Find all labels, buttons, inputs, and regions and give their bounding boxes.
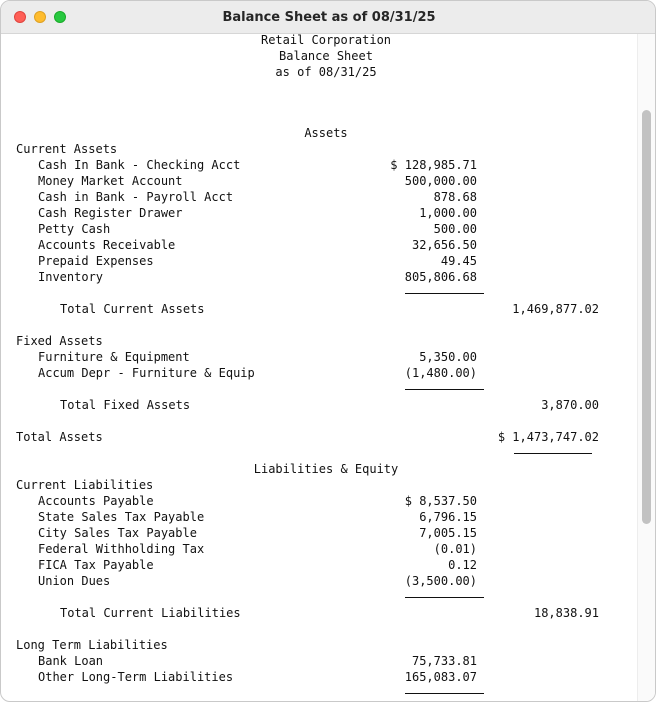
company-name: Retail Corporation: [260, 34, 392, 47]
line-item-label: FICA Tax Payable: [38, 558, 154, 572]
line-item-amount: 5,350.00: [419, 350, 477, 364]
liabilities-heading: Liabilities & Equity: [253, 462, 399, 476]
line-item-amount: 165,083.07: [404, 670, 477, 684]
total-fixed-assets-value: 3,870.00: [541, 398, 599, 412]
window-title: Balance Sheet as of 08/31/25: [222, 10, 436, 25]
line-item-label: Prepaid Expenses: [38, 254, 154, 268]
line-item-label: Accounts Receivable: [38, 238, 176, 252]
line-item-amount: 49.45: [440, 254, 477, 268]
line-item-amount: 500.00: [433, 222, 477, 236]
total-current-assets-value: 1,469,877.02: [512, 302, 599, 316]
line-item-amount: $ 8,537.50: [404, 494, 477, 508]
line-item-label: Union Dues: [38, 574, 111, 588]
line-item-label: Petty Cash: [38, 222, 111, 236]
line-item-label: Furniture & Equipment: [38, 350, 190, 364]
line-item-amount: 6,796.15: [419, 510, 477, 524]
subtotal-rule: [405, 597, 484, 598]
line-item-label: City Sales Tax Payable: [38, 526, 197, 540]
total-rule: [514, 453, 592, 454]
fixed-assets-title: Fixed Assets: [16, 334, 103, 348]
scrollbar-thumb[interactable]: [642, 110, 651, 524]
total-assets-value: $ 1,473,747.02: [497, 430, 599, 444]
line-item-amount: 75,733.81: [411, 654, 477, 668]
line-item-label: Cash in Bank - Payroll Acct: [38, 190, 234, 204]
line-item-amount: 1,000.00: [419, 206, 477, 220]
line-item-amount: 500,000.00: [404, 174, 477, 188]
current-liabilities-title: Current Liabilities: [16, 478, 154, 492]
subtotal-rule: [405, 389, 484, 390]
title-bar[interactable]: [1, 1, 656, 34]
line-item-label: State Sales Tax Payable: [38, 510, 205, 524]
current-assets-title: Current Assets: [16, 142, 118, 156]
total-current-liabilities-value: 18,838.91: [533, 606, 599, 620]
line-item-label: Cash Register Drawer: [38, 206, 183, 220]
total-current-assets-label: Total Current Assets: [60, 302, 205, 316]
subtotal-rule: [405, 693, 484, 694]
subtotal-rule: [405, 293, 484, 294]
line-item-amount: (1,480.00): [404, 366, 477, 380]
report-name: Balance Sheet: [279, 49, 373, 63]
assets-heading: Assets: [304, 126, 348, 140]
total-current-liabilities-label: Total Current Liabilities: [60, 606, 241, 620]
line-item-amount: (3,500.00): [404, 574, 477, 588]
line-item-amount: 878.68: [433, 190, 477, 204]
line-item-label: Cash In Bank - Checking Acct: [38, 158, 241, 172]
line-item-amount: (0.01): [433, 542, 477, 556]
line-item-amount: 7,005.15: [419, 526, 477, 540]
line-item-label: Accum Depr - Furniture & Equip: [38, 366, 255, 380]
total-fixed-assets-label: Total Fixed Assets: [60, 398, 191, 412]
line-item-amount: 0.12: [448, 558, 477, 572]
line-item-label: Bank Loan: [38, 654, 104, 668]
line-item-label: Other Long-Term Liabilities: [38, 670, 234, 684]
report-body[interactable]: [1, 34, 637, 702]
line-item-amount: $ 128,985.71: [390, 158, 477, 172]
line-item-amount: 32,656.50: [411, 238, 477, 252]
line-item-label: Federal Withholding Tax: [38, 542, 205, 556]
line-item-label: Money Market Account: [38, 174, 183, 188]
vertical-scrollbar[interactable]: [637, 34, 656, 702]
report-date: as of 08/31/25: [275, 65, 377, 79]
long-term-liabilities-title: Long Term Liabilities: [16, 638, 168, 652]
line-item-amount: 805,806.68: [404, 270, 477, 284]
line-item-label: Accounts Payable: [38, 494, 154, 508]
line-item-label: Inventory: [38, 270, 104, 284]
total-assets-label: Total Assets: [16, 430, 103, 444]
